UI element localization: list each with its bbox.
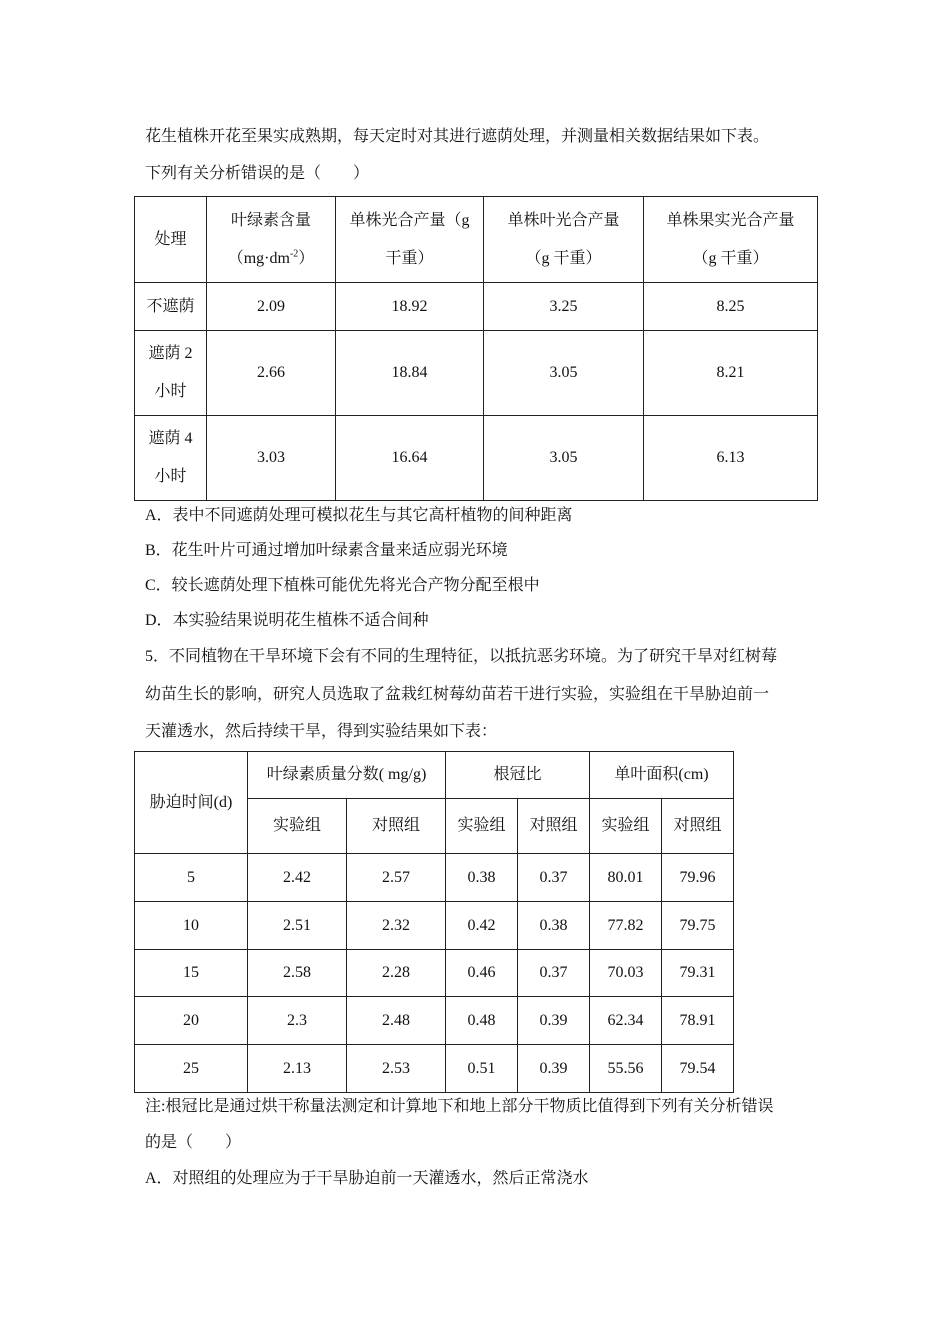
table-cell: 2.66 xyxy=(207,331,336,416)
table-cell: 5 xyxy=(135,854,248,902)
header-cell: 处理 xyxy=(135,197,207,283)
table-cell: 8.25 xyxy=(644,283,818,331)
table-cell: 3.25 xyxy=(484,283,644,331)
table-cell: 8.21 xyxy=(644,331,818,416)
table-cell: 2.51 xyxy=(248,902,347,950)
table-cell: 25 xyxy=(135,1045,248,1093)
shading-results-table xyxy=(134,196,818,501)
table-cell: 0.37 xyxy=(518,854,590,902)
table-cell: 77.82 xyxy=(590,902,662,950)
table-cell: 79.75 xyxy=(662,902,734,950)
option-c: C．较长遮荫处理下植株可能优先将光合产物分配至根中 xyxy=(145,577,540,594)
table-cell: 0.39 xyxy=(518,1045,590,1093)
table-cell: 55.56 xyxy=(590,1045,662,1093)
option-a: A．表中不同遮荫处理可模拟花生与其它高杆植物的间种距离 xyxy=(145,507,573,524)
header-cell: 单叶面积(cm) xyxy=(590,752,734,799)
table-cell: 2.3 xyxy=(248,997,347,1045)
header-cell: 单株果实光合产量 （g 干重） xyxy=(644,197,818,283)
table-cell: 10 xyxy=(135,902,248,950)
table-cell: 3.03 xyxy=(207,416,336,501)
table-cell: 18.84 xyxy=(336,331,484,416)
drought-results-table xyxy=(134,751,734,1093)
question-text: 5．不同植物在干旱环境下会有不同的生理特征，以抵抗恶劣环境。为了研究干旱对红树莓 xyxy=(145,648,778,665)
table-cell: 3.05 xyxy=(484,331,644,416)
header-cell: 实验组 xyxy=(446,799,518,854)
table-cell: 80.01 xyxy=(590,854,662,902)
table-row xyxy=(135,331,818,416)
table-header-row xyxy=(135,197,818,283)
table-cell: 0.37 xyxy=(518,950,590,997)
note-text: 的是（ ） xyxy=(145,1134,242,1151)
table-cell: 79.31 xyxy=(662,950,734,997)
table-cell: 2.58 xyxy=(248,950,347,997)
option-d: D．本实验结果说明花生植株不适合间种 xyxy=(145,612,429,629)
table-cell: 2.57 xyxy=(347,854,446,902)
table-cell: 6.13 xyxy=(644,416,818,501)
header-cell: 对照组 xyxy=(347,799,446,854)
table-cell: 2.32 xyxy=(347,902,446,950)
table-row xyxy=(135,1045,734,1093)
header-cell: 单株光合产量（g 干重） xyxy=(336,197,484,283)
row-label: 遮荫 2 小时 xyxy=(135,331,207,416)
table-cell: 62.34 xyxy=(590,997,662,1045)
table-cell: 0.48 xyxy=(446,997,518,1045)
table-row xyxy=(135,854,734,902)
header-cell: 根冠比 xyxy=(446,752,590,799)
question-text: 花生植株开花至果实成熟期，每天定时对其进行遮荫处理，并测量相关数据结果如下表。 xyxy=(145,128,770,145)
header-cell: 叶绿素含量 $(mg\cdot dm^{-2})$ xyxy=(207,197,336,283)
table-cell: 2.53 xyxy=(347,1045,446,1093)
table-cell: 2.48 xyxy=(347,997,446,1045)
header-cell: 实验组 xyxy=(248,799,347,854)
table-cell: 18.92 xyxy=(336,283,484,331)
header-cell: 实验组 xyxy=(590,799,662,854)
table-cell: 16.64 xyxy=(336,416,484,501)
question-text: 天灌透水，然后持续干旱，得到实验结果如下表： xyxy=(145,723,498,740)
row-label: 遮荫 4 小时 xyxy=(135,416,207,501)
header-cell: 单株叶光合产量 （g 干重） xyxy=(484,197,644,283)
table-cell: 2.28 xyxy=(347,950,446,997)
table-row xyxy=(135,902,734,950)
table-row xyxy=(135,950,734,997)
header-cell: 叶绿素质量分数( mg/g) xyxy=(248,752,446,799)
table-header-row xyxy=(135,752,734,799)
option-b: B．花生叶片可通过增加叶绿素含量来适应弱光环境 xyxy=(145,542,508,559)
row-label: 不遮荫 xyxy=(135,283,207,331)
table-cell: 0.38 xyxy=(518,902,590,950)
question-text: 下列有关分析错误的是（ ） xyxy=(145,165,370,182)
table-cell: 0.51 xyxy=(446,1045,518,1093)
table-row xyxy=(135,997,734,1045)
table-cell: 79.54 xyxy=(662,1045,734,1093)
table-cell: 2.13 xyxy=(248,1045,347,1093)
header-cell: 对照组 xyxy=(518,799,590,854)
table-cell: 0.38 xyxy=(446,854,518,902)
table-row xyxy=(135,283,818,331)
header-cell: 对照组 xyxy=(662,799,734,854)
table-cell: 15 xyxy=(135,950,248,997)
table-cell: 79.96 xyxy=(662,854,734,902)
table-cell: 0.39 xyxy=(518,997,590,1045)
table-cell: 2.42 xyxy=(248,854,347,902)
note-text: 注:根冠比是通过烘干称量法测定和计算地下和地上部分干物质比值得到下列有关分析错误 xyxy=(145,1098,774,1115)
table-cell: 78.91 xyxy=(662,997,734,1045)
question-text: 幼苗生长的影响，研究人员选取了盆栽红树莓幼苗若干进行实验，实验组在干旱胁迫前一 xyxy=(145,686,770,703)
table-cell: 0.46 xyxy=(446,950,518,997)
table-cell: 3.05 xyxy=(484,416,644,501)
table-cell: 20 xyxy=(135,997,248,1045)
table-cell: 2.09 xyxy=(207,283,336,331)
header-cell: 胁迫时间(d) xyxy=(135,752,248,854)
table-cell: 0.42 xyxy=(446,902,518,950)
option-a: A．对照组的处理应为于干旱胁迫前一天灌透水，然后正常浇水 xyxy=(145,1170,589,1187)
table-row xyxy=(135,416,818,501)
table-cell: 70.03 xyxy=(590,950,662,997)
